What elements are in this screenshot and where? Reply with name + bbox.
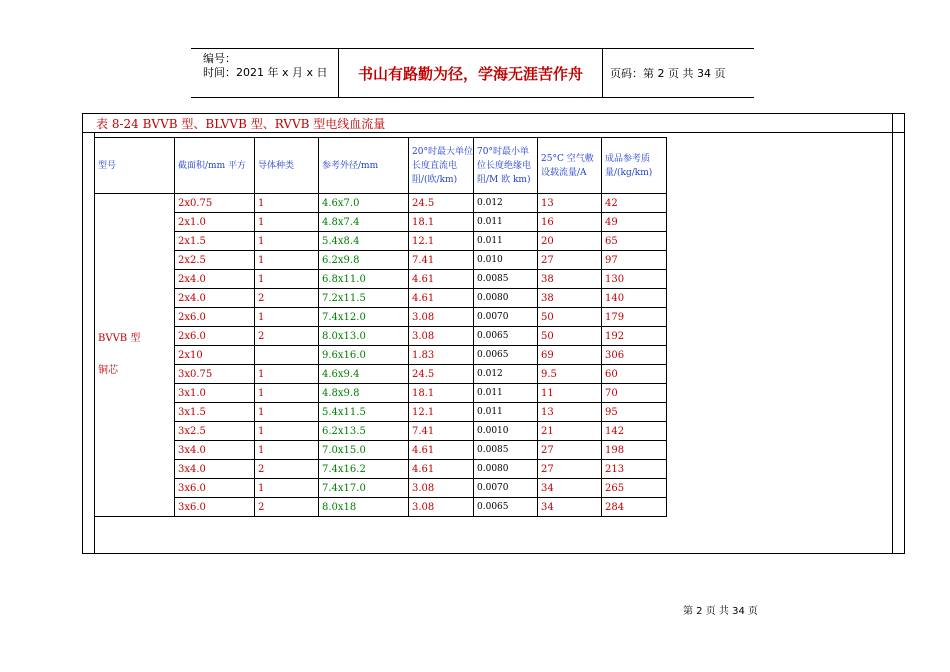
column-header: 20°时最大单位长度直流电阻/(欧/km): [409, 138, 474, 194]
cell-mass: 65: [602, 232, 667, 251]
cell-mass: 306: [602, 346, 667, 365]
cell-area: 2x4.0: [175, 289, 255, 308]
cell-type: 1: [255, 422, 319, 441]
cell-res70: 0.0080: [474, 460, 538, 479]
cell-current: 27: [538, 460, 602, 479]
cell-res20: 24.5: [409, 365, 474, 384]
column-header: 截面积/mm 平方: [175, 138, 255, 194]
table-row: [95, 460, 667, 479]
cell-area: 2x2.5: [175, 251, 255, 270]
cell-res70: 0.0070: [474, 479, 538, 498]
cell-res20: 12.1: [409, 232, 474, 251]
cell-area: 2x10: [175, 346, 255, 365]
cell-diameter: 7.4x16.2: [319, 460, 409, 479]
table-row: [95, 289, 667, 308]
cell-mass: 265: [602, 479, 667, 498]
header-time-label: 时间：2021 年 x 月 x 日: [203, 66, 328, 79]
model-cell: [95, 194, 175, 517]
cell-area: 3x6.0: [175, 479, 255, 498]
cell-diameter: 5.4x8.4: [319, 232, 409, 251]
cell-res70: 0.011: [474, 213, 538, 232]
table-row: [95, 498, 667, 517]
cell-mass: 140: [602, 289, 667, 308]
table-row: [95, 384, 667, 403]
cell-current: 27: [538, 441, 602, 460]
table-row: [95, 270, 667, 289]
cell-current: 50: [538, 327, 602, 346]
column-header: 参考外径/mm: [319, 138, 409, 194]
cell-diameter: 7.4x12.0: [319, 308, 409, 327]
column-header: 型号: [95, 138, 175, 194]
cell-current: 27: [538, 251, 602, 270]
cell-type: 1: [255, 403, 319, 422]
cell-type: 1: [255, 194, 319, 213]
cell-area: 3x2.5: [175, 422, 255, 441]
cell-mass: 97: [602, 251, 667, 270]
table-row: [95, 422, 667, 441]
cell-res70: 0.011: [474, 384, 538, 403]
cell-res70: 0.011: [474, 403, 538, 422]
cell-area: 2x1.0: [175, 213, 255, 232]
cell-diameter: 9.6x16.0: [319, 346, 409, 365]
cell-area: 2x6.0: [175, 327, 255, 346]
cell-mass: 95: [602, 403, 667, 422]
cell-diameter: 6.2x9.8: [319, 251, 409, 270]
cell-current: 50: [538, 308, 602, 327]
cell-mass: 213: [602, 460, 667, 479]
cell-area: 3x4.0: [175, 441, 255, 460]
cell-mass: 70: [602, 384, 667, 403]
cell-current: 69: [538, 346, 602, 365]
cell-res20: 3.08: [409, 479, 474, 498]
cell-res20: 7.41: [409, 422, 474, 441]
cell-type: 1: [255, 384, 319, 403]
table-row: [95, 365, 667, 384]
cell-res70: 0.011: [474, 232, 538, 251]
cell-res70: 0.0085: [474, 270, 538, 289]
cell-type: 2: [255, 498, 319, 517]
cell-diameter: 7.0x15.0: [319, 441, 409, 460]
cell-area: 2x0.75: [175, 194, 255, 213]
cell-diameter: 6.2x13.5: [319, 422, 409, 441]
cell-type: 2: [255, 289, 319, 308]
cell-diameter: 4.8x9.8: [319, 384, 409, 403]
cell-mass: 179: [602, 308, 667, 327]
cell-res70: 0.012: [474, 365, 538, 384]
cell-type: 1: [255, 441, 319, 460]
cell-type: 2: [255, 460, 319, 479]
cell-current: 11: [538, 384, 602, 403]
cell-res70: 0.0065: [474, 346, 538, 365]
cell-res70: 0.0080: [474, 289, 538, 308]
cell-diameter: 5.4x11.5: [319, 403, 409, 422]
column-header: 70°时最小单位长度绝缘电阻/M 欧 km): [474, 138, 538, 194]
header-motto: 书山有路勤为径，学海无涯苦作舟: [339, 49, 603, 97]
cell-type: 2: [255, 327, 319, 346]
cell-res20: 3.08: [409, 498, 474, 517]
cell-res70: 0.0065: [474, 498, 538, 517]
cell-type: 1: [255, 365, 319, 384]
cell-area: 3x6.0: [175, 498, 255, 517]
cell-mass: 49: [602, 213, 667, 232]
table-row: [95, 346, 667, 365]
cell-res70: 0.0010: [474, 422, 538, 441]
cell-res70: 0.010: [474, 251, 538, 270]
cell-diameter: 7.2x11.5: [319, 289, 409, 308]
model-material: 铜芯: [98, 365, 118, 376]
cell-type: 1: [255, 308, 319, 327]
cell-type: 1: [255, 479, 319, 498]
cell-res70: 0.012: [474, 194, 538, 213]
cell-area: 2x4.0: [175, 270, 255, 289]
cell-current: 13: [538, 194, 602, 213]
table-row: [95, 308, 667, 327]
column-header: 导体种类: [255, 138, 319, 194]
cell-res70: 0.0065: [474, 327, 538, 346]
cell-current: 16: [538, 213, 602, 232]
table-row: [95, 251, 667, 270]
cell-res20: 24.5: [409, 194, 474, 213]
cell-res20: 12.1: [409, 403, 474, 422]
table-header-row: [95, 138, 667, 194]
cell-diameter: 8.0x18: [319, 498, 409, 517]
cell-area: 3x4.0: [175, 460, 255, 479]
page-footer: 第 2 页 共 34 页: [683, 606, 758, 617]
table-row: [95, 232, 667, 251]
table-row: [95, 403, 667, 422]
cell-area: 3x0.75: [175, 365, 255, 384]
column-header: 25°C 空气敷设载流量/A: [538, 138, 602, 194]
cell-mass: 192: [602, 327, 667, 346]
cell-type: 1: [255, 213, 319, 232]
cell-diameter: 4.6x9.4: [319, 365, 409, 384]
cell-current: 38: [538, 270, 602, 289]
cell-diameter: 8.0x13.0: [319, 327, 409, 346]
table-row: [95, 194, 667, 213]
cell-current: 13: [538, 403, 602, 422]
cell-area: 3x1.5: [175, 403, 255, 422]
cell-type: [255, 346, 319, 365]
table-row: [95, 479, 667, 498]
table-row: [95, 213, 667, 232]
cell-type: 1: [255, 232, 319, 251]
cell-mass: 130: [602, 270, 667, 289]
cell-mass: 42: [602, 194, 667, 213]
table-row: [95, 327, 667, 346]
cell-mass: 284: [602, 498, 667, 517]
cable-data-table: [94, 137, 667, 517]
cell-type: 1: [255, 251, 319, 270]
cell-res20: 3.08: [409, 327, 474, 346]
cell-res20: 4.61: [409, 289, 474, 308]
cell-mass: 142: [602, 422, 667, 441]
cell-res20: 4.61: [409, 270, 474, 289]
cell-diameter: 6.8x11.0: [319, 270, 409, 289]
cell-current: 38: [538, 289, 602, 308]
cell-mass: 198: [602, 441, 667, 460]
cell-diameter: 7.4x17.0: [319, 479, 409, 498]
cell-current: 34: [538, 479, 602, 498]
column-header: 成品参考质量/(kg/km): [602, 138, 667, 194]
cell-res20: 3.08: [409, 308, 474, 327]
cell-res20: 18.1: [409, 213, 474, 232]
cell-res70: 0.0085: [474, 441, 538, 460]
table-row: [95, 441, 667, 460]
cell-res20: 4.61: [409, 460, 474, 479]
table-title: 表 8-24 BVVB 型、BLVVB 型、RVVB 型电线血流量: [96, 117, 386, 131]
cell-area: 2x6.0: [175, 308, 255, 327]
cell-current: 20: [538, 232, 602, 251]
header-page-code: 页码：第 2 页 共 34 页: [610, 67, 726, 80]
model-name: BVVB 型: [98, 333, 141, 344]
cell-current: 34: [538, 498, 602, 517]
cell-current: 9.5: [538, 365, 602, 384]
cell-diameter: 4.8x7.4: [319, 213, 409, 232]
header-meta: [191, 49, 339, 97]
cell-res20: 18.1: [409, 384, 474, 403]
page-header: [191, 48, 754, 98]
cell-res20: 4.61: [409, 441, 474, 460]
cell-area: 3x1.0: [175, 384, 255, 403]
cell-res20: 7.41: [409, 251, 474, 270]
cell-res70: 0.0070: [474, 308, 538, 327]
cell-area: 2x1.5: [175, 232, 255, 251]
cell-current: 21: [538, 422, 602, 441]
header-number-label: 编号：: [203, 52, 236, 65]
cell-res20: 1.83: [409, 346, 474, 365]
cell-diameter: 4.6x7.0: [319, 194, 409, 213]
cell-mass: 60: [602, 365, 667, 384]
cell-type: 1: [255, 270, 319, 289]
